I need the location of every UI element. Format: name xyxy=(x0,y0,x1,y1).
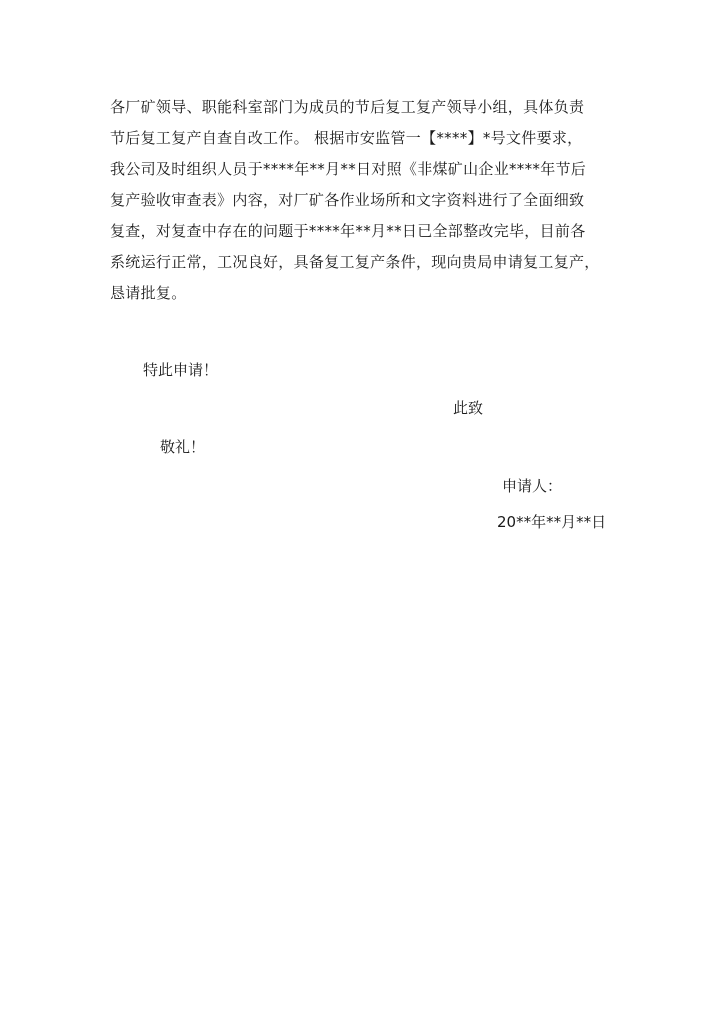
closing-text: 此致 xyxy=(453,399,484,417)
body-line-2: 节后复工复产自查自改工作。 根据市安监管一【****】*号文件要求， xyxy=(110,129,583,147)
body-line-7: 恳请批复。 xyxy=(110,284,187,302)
salutation-text: 敬礼！ xyxy=(160,438,206,456)
body-paragraph xyxy=(110,92,610,309)
body-line-5: 复查，对复查中存在的问题于****年**月**日已全部整改完毕，目前各 xyxy=(110,222,586,240)
special-request-text: 特此申请！ xyxy=(143,361,219,379)
body-line-3: 我公司及时组织人员于****年**月**日对照《非煤矿山企业****年节后 xyxy=(110,160,587,178)
signature-date: 20**年**月**日 xyxy=(497,513,607,531)
body-line-4: 复产验收审查表》内容，对厂矿各作业场所和文字资料进行了全面细致 xyxy=(110,191,585,209)
applicant-label: 申请人： xyxy=(502,477,563,495)
body-line-1: 各厂矿领导、职能科室部门为成员的节后复工复产领导小组，具体负责 xyxy=(110,98,585,116)
body-line-6: 系统运行正常，工况良好，具备复工复产条件，现向贵局申请复工复产， xyxy=(110,253,600,271)
